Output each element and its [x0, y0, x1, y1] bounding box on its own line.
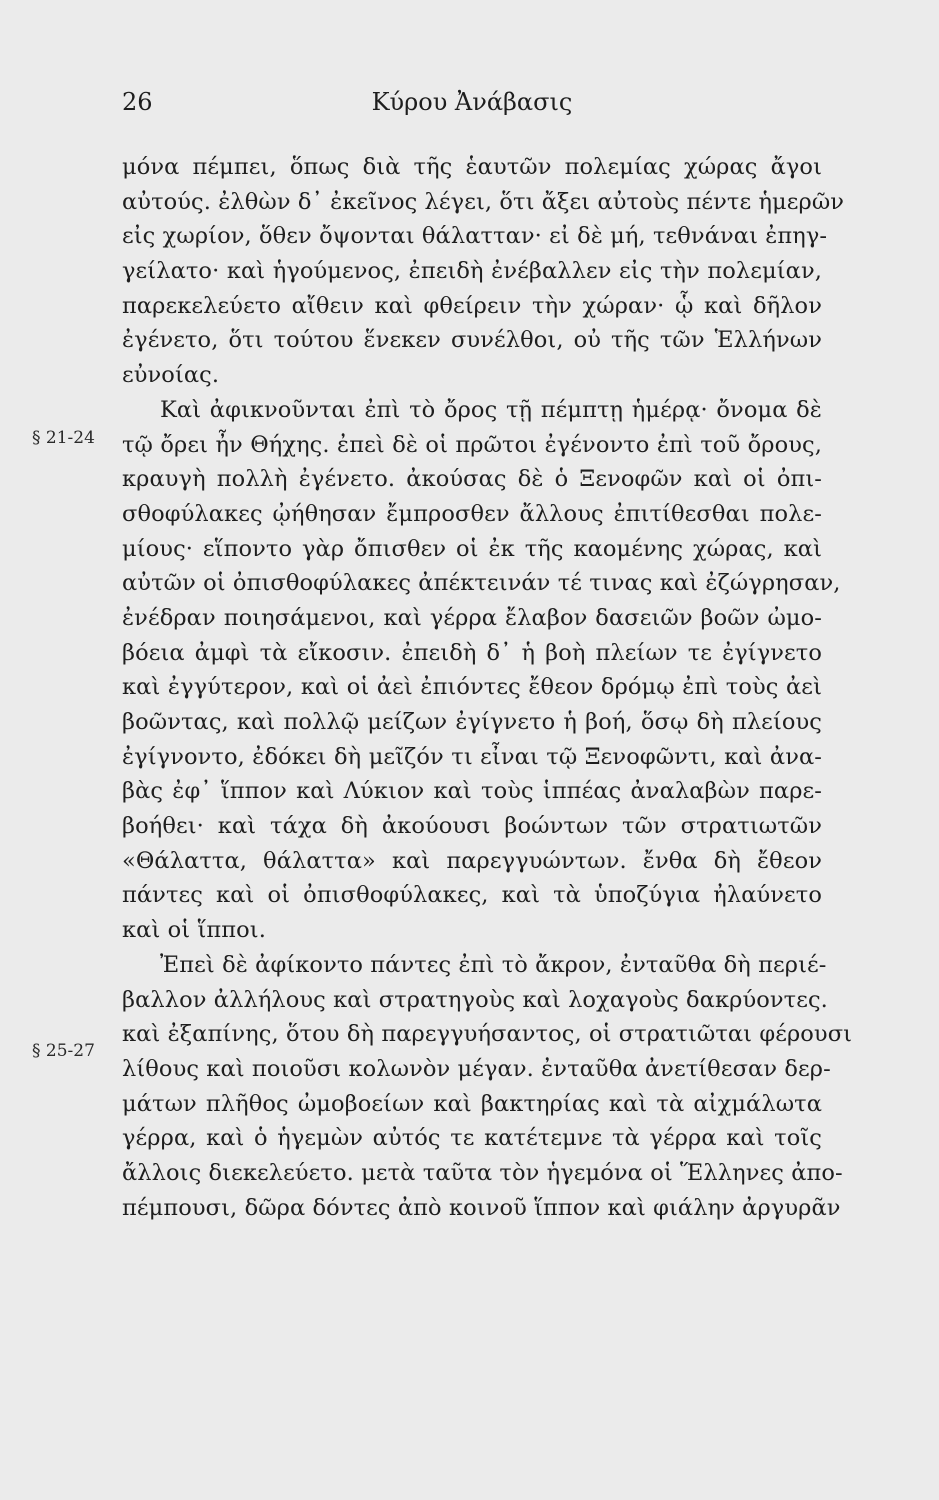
text-line: βοῶντας, καὶ πολλῷ μείζων ἐγίγνετο ἡ βοή, ὅσῳ δὴ πλείους — [122, 709, 822, 735]
marginal-section-note: § 21-24 — [32, 428, 95, 448]
text-line: πάντες καὶ οἱ ὀπισθοφύλακες, καὶ τὰ ὑποζύγια ἠλαύνετο — [122, 882, 822, 909]
text-line: μάτων πλῆθος ὠμοβοείων καὶ βακτηρίας καὶ τὰ αἰχμάλωτα — [122, 1090, 822, 1117]
text-line: παρεκελεύετο αἴθειν καὶ φθείρειν τὴν χώραν· ᾧ καὶ δῆλον — [122, 292, 822, 319]
text-line: ἐνέδραν ποιησάμενοι, καὶ γέρρα ἔλαβον δασειῶν βοῶν ὠμο- — [122, 604, 822, 631]
text-line: μίους· εἵποντο γὰρ ὄπισθεν οἱ ἐκ τῆς καομένης χώρας, καὶ — [122, 535, 822, 562]
text-line: Καὶ ἀφικνοῦνται ἐπὶ τὸ ὄρος τῇ πέμπτῃ ἡμέρᾳ· ὄνομα δὲ — [160, 396, 822, 423]
text-line: ἄλλοις διεκελεύετο. μετὰ ταῦτα τὸν ἡγεμόνα οἱ Ἕλληνες ἀπο- — [122, 1159, 843, 1186]
marginal-section-note: § 25-27 — [32, 1041, 95, 1061]
text-line: καὶ οἱ ἵπποι. — [122, 917, 266, 944]
text-line: αὐτῶν οἱ ὀπισθοφύλακες ἀπέκτεινάν τέ τινας καὶ ἐζώγρησαν, — [122, 570, 841, 597]
text-line: βὰς ἐφ᾽ ἵππον καὶ Λύκιον καὶ τοὺς ἱππέας ἀναλαβὼν παρε- — [122, 778, 822, 805]
text-line: γείλατο· καὶ ἡγούμενος, ἐπειδὴ ἐνέβαλλεν εἰς τὴν πολεμίαν, — [122, 258, 822, 285]
text-line: τῷ ὄρει ἦν Θήχης. ἐπεὶ δὲ οἱ πρῶτοι ἐγένοντο ἐπὶ τοῦ ὄρους, — [122, 431, 822, 458]
text-line: αὐτούς. ἐλθὼν δ᾽ ἐκεῖνος λέγει, ὅτι ἄξει αὐτοὺς πέντε ἡμερῶν — [122, 188, 845, 215]
running-head — [122, 88, 822, 128]
text-line: κραυγὴ πολλὴ ἐγένετο. ἀκούσας δὲ ὁ Ξενοφῶν καὶ οἱ ὀπι- — [122, 466, 822, 493]
text-line: καὶ ἐγγύτερον, καὶ οἱ ἀεὶ ἐπιόντες ἔθεον δρόμῳ ἐπὶ τοὺς ἀεὶ — [122, 674, 822, 701]
text-line: γέρρα, καὶ ὁ ἡγεμὼν αὐτός τε κατέτεμνε τὰ γέρρα καὶ τοῖς — [122, 1125, 822, 1152]
text-line: «Θάλαττα, θάλαττα» καὶ παρεγγυώντων. ἔνθα δὴ ἔθεον — [122, 847, 822, 874]
text-line: λίθους καὶ ποιοῦσι κολωνὸν μέγαν. ἐνταῦθα ἀνετίθεσαν δερ- — [122, 1055, 831, 1082]
text-line: εἰς χωρίον, ὅθεν ὄψονται θάλατταν· εἰ δὲ μή, τεθνάναι ἐπηγ- — [122, 223, 828, 250]
text-line: ἐγίγνοντο, ἐδόκει δὴ μεῖζόν τι εἶναι τῷ Ξενοφῶντι, καὶ ἀνα- — [122, 743, 822, 770]
main-text — [122, 150, 853, 1225]
text-line: βαλλον ἀλλήλους καὶ στρατηγοὺς καὶ λοχαγοὺς δακρύοντες. — [122, 986, 828, 1013]
text-line: σθοφύλακες ᾠήθησαν ἔμπροσθεν ἄλλους ἐπιτίθεσθαι πολε- — [122, 500, 822, 527]
page-number: 26 — [122, 88, 153, 116]
text-line: βοήθει· καὶ τάχα δὴ ἀκούουσι βοώντων τῶν στρατιωτῶν — [122, 813, 822, 840]
book-title: Κύρου Ἀνάβασις — [371, 88, 573, 116]
text-line: πέμπουσι, δῶρα δόντες ἀπὸ κοινοῦ ἵππον καὶ φιάλην ἀργυρᾶν — [122, 1194, 841, 1221]
text-line: ἐγένετο, ὅτι τούτου ἕνεκεν συνέλθοι, οὐ τῆς τῶν Ἑλλήνων — [122, 327, 822, 354]
text-line: εὐνοίας. — [122, 362, 220, 389]
text-line: Ἐπεὶ δὲ ἀφίκοντο πάντες ἐπὶ τὸ ἄκρον, ἐνταῦθα δὴ περιέ- — [160, 951, 827, 978]
text-line: καὶ ἐξαπίνης, ὅτου δὴ παρεγγυήσαντος, οἱ στρατιῶται φέρουσι — [122, 1021, 853, 1048]
text-line: βόεια ἀμφὶ τὰ εἴκοσιν. ἐπειδὴ δ᾽ ἡ βοὴ πλείων τε ἐγίγνετο — [122, 639, 822, 666]
text-line: μόνα πέμπει, ὅπως διὰ τῆς ἑαυτῶν πολεμίας χώρας ἄγοι — [122, 154, 822, 180]
